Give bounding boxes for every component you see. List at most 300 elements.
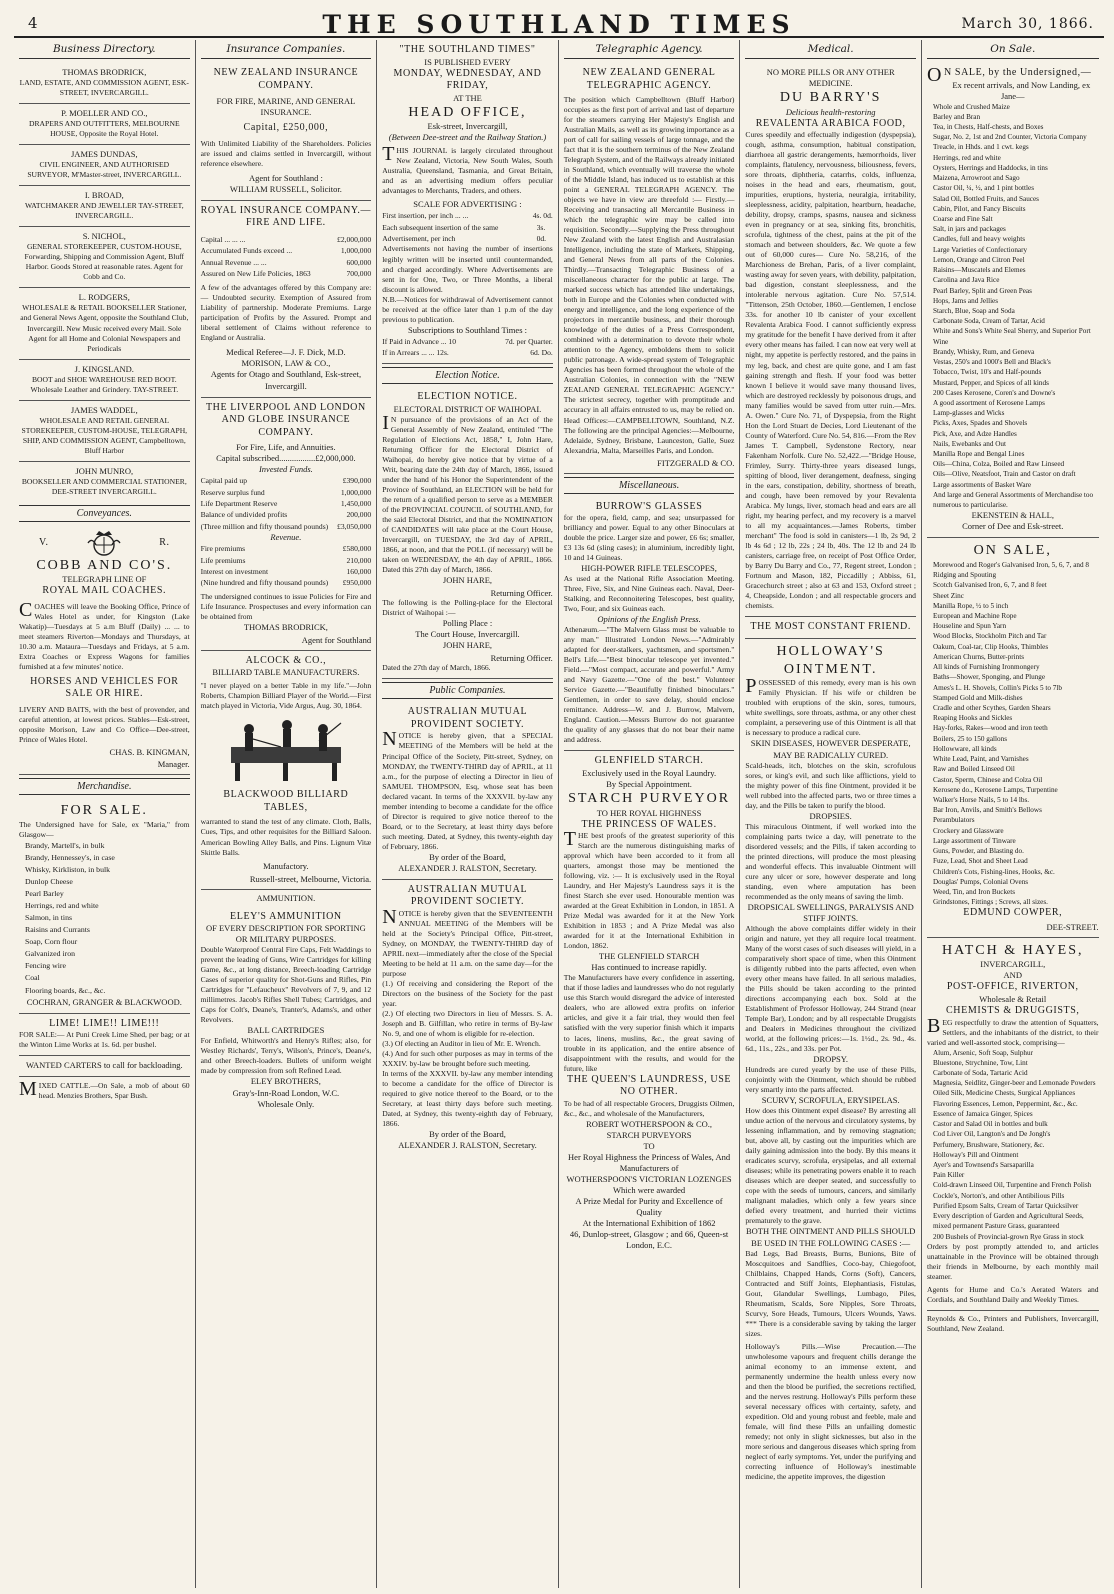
list-item: Raw and Boiled Linseed Oil (932, 765, 1015, 774)
cobb-livery: LIVERY AND BAITS, with the best of provender, and careful attention, at lowest prices. Stables—Esk-street, opposite Morison, Law and Co Office—Dee-street, Prince of Wales Hotel. (19, 704, 190, 745)
election-signature-role-2: Returning Officer. (490, 653, 553, 664)
list-item: Tea, in Chests, Half-chests, and Boxes (932, 123, 1044, 132)
list-item: Raisins and Currants (25, 925, 90, 935)
eley-ball: BALL CARTRIDGES (247, 1025, 325, 1036)
burrow-body3: Athenæum.—"The Malvern Glass must be valuable to any man." Illustrated London News.—"Admirably adapted for deer-stalkers, yachtsmen, and sportsmen." Bell's Life.—"Best binocular telescope yet invented." Field.—"Most compact, accurate and powerful." Army and Navy Gazette.—"One of the best." Volunteer Service Gazette.—"Beautifully finished binoculars." Gentlemen, in order to save delay, should enclose remittance. Address—W. and J. Burrow, Malvern, England. Caution.—Messrs Burrow do not guarantee the quality of any glasses that do not bear their name and address. (563, 625, 735, 745)
list-item: Stamped Gold and Milk-dishes (932, 693, 1023, 702)
insurance-heading: Insurance Companies. (201, 40, 372, 59)
burrow-body: for the opera, field, camp, and sea; unsurpassed for brilliancy and power. Equal to any other Binoculars at double the price. Larger size and power, £6 6s; smaller, £3 13s 6d (sling cases); in aluminium, incredibly light, 10 and 14 Guineas. (563, 513, 735, 563)
table-row (201, 487, 372, 498)
glenfield-title-2: THE GLENFIELD STARCH (598, 951, 700, 962)
holloway-scurvy: SCURVY, SCROFULA, ERYSIPELAS. (761, 1095, 900, 1106)
list-item: (2.) Of electing two Directors in lieu of Messrs. S. A. Joseph and B. Gilfillan, who retire in terms of By-law No. 9, and one of whom is eligible for re-election. (382, 1008, 553, 1038)
dubarry-sub: Delicious health-restoring (785, 106, 876, 117)
election-ad (382, 387, 553, 679)
miscellaneous-heading: Miscellaneous. (564, 477, 735, 494)
cobb-signature-role: Manager. (157, 759, 190, 770)
subscription-rates-table (382, 336, 553, 359)
eley-title: ELEY'S AMMUNITION (230, 910, 342, 922)
list-item: Fuze, Lead, Shot and Sheet Lead (932, 857, 1028, 866)
times-at: AT THE (453, 92, 482, 103)
election-signature: JOHN HARE, (442, 575, 493, 586)
table-row (201, 566, 372, 577)
list-item: Candles, full and heavy weights (932, 235, 1025, 244)
list-item: Cabin, Pilot, and Fancy Biscuits (932, 204, 1026, 213)
row-value: 7d. per Quarter. (505, 336, 553, 346)
directory-entry (19, 63, 190, 104)
election-dated: Dated the 27th day of March, 1866. (382, 663, 491, 673)
holloway-body3: This miraculous Ointment, if well worked into the complaining parts twice a day, will penetrate to the disordered vessels; and the Pills, if taken according to the printed directions, will produce the most pleasing and wonderful effects. This invaluable Ointment will cure any ulcer or sore, however desperate and long standing, even where amputation has been recommended as the only means of saving the limb. (745, 821, 916, 901)
liverpool-signature-role: Agent for Southland (301, 634, 372, 645)
row-label: Annual Revenue ... ... (200, 257, 267, 267)
page-number: 4 (28, 14, 38, 32)
list-item: And large and General Assortments of Merchandise too numerous to particularise. (932, 490, 1094, 510)
election-body2: The following is the Polling-place for the Electoral District of Waihopai :— (382, 598, 553, 618)
directory-entry-body: WHOLESALE & RETAIL BOOKSELLER Stationer, and General News Agent, opposite the Southland Club, Invercargill. New Music received every Mail. Sole Agent for all Home and Colonial Newspapers and Periodicals (20, 303, 189, 353)
carters-text: WANTED CARTERS to call for backloading. (25, 1060, 183, 1071)
liverpool-funds-table (201, 475, 372, 532)
holloway-ad (745, 639, 916, 1487)
glenfield-royal: Her Royal Highness the Princess of Wales, And Manufacturers of (568, 1151, 731, 1173)
glenfield-awarded: Which were awarded (612, 1184, 686, 1195)
liverpool-sub: For Fire, Life, and Annuities. (236, 442, 336, 453)
holloway-dropsies: DROPSIES. (809, 810, 852, 821)
list-item: A good assortment of Kerosene Lamps (932, 398, 1045, 407)
list-item: Galvanized iron (25, 949, 76, 959)
directory-entry (19, 145, 190, 186)
glenfield-title: GLENFIELD STARCH. (594, 755, 704, 767)
list-item: Castor, Sperm, Chinese and Colza Oil (932, 775, 1043, 784)
directory-entry-body: DRAPERS AND OUTFITTERS, MELBOURNE HOUSE, Opposite the Royal Hotel. (28, 119, 180, 139)
table-row (201, 543, 372, 554)
list-item: Holloway's Pill and Ointment (932, 1150, 1019, 1159)
list-item: Lemon, Orange and Citron Peel (932, 255, 1025, 264)
hatch-sub2: Wholesale & Retail (979, 993, 1047, 1004)
column-4 (559, 40, 741, 1588)
telegraphic-heading: Telegraphic Agency. (564, 40, 735, 59)
amp-special-ad (382, 702, 553, 879)
list-item: Carbonate Soda, Cream of Tartar, Acid (932, 317, 1045, 326)
list-item: Nails, Ewebanks and Out (932, 439, 1007, 448)
list-item: Ames's L. H. Shovels, Collin's Picks 5 to 7lb (932, 683, 1062, 692)
list-item: Kerosene do., Kerosene Lamps, Turpentine (932, 785, 1058, 794)
newspaper-title: THE SOUTHLAND TIMES (322, 10, 796, 39)
glenfield-to-2: TO (643, 1140, 655, 1151)
eley-wholesale: Wholesale Only. (257, 1098, 315, 1109)
list-item: Castor Oil, ¼, ½, and 1 pint bottles (932, 184, 1034, 193)
eskenstein-title: ON SALE, by the Undersigned,— (926, 64, 1092, 86)
list-item: Purified Epsom Salts, Cream of Tartar Quicksilver (932, 1201, 1079, 1210)
row-label: If Paid in Advance ... 10 (382, 336, 457, 346)
directory-entry-body: GENERAL STOREKEEPER, CUSTOM-HOUSE, Forwarding, Shipping and Commission Agent, Bluff Harbor. Goods Stored at reasonable rates. Agent for Cobb and Co. (24, 242, 185, 282)
crest-letter-r: R. (159, 536, 170, 548)
list-item: Picks, Axes, Spades and Shovels (932, 419, 1028, 428)
list-item: 200 Bushels of Provincial-grown Rye Grass in stock (932, 1232, 1084, 1241)
list-item: Pearl Barley, Split and Green Peas (932, 286, 1032, 295)
cobb-ad (19, 525, 190, 775)
list-item: Cold-drawn Linseed Oil, Turpentine and French Polish (932, 1181, 1092, 1190)
list-item: Oiled Silk, Medicine Chests, Surgical Appliances (932, 1089, 1076, 1098)
forsale-signature: COCHRAN, GRANGER & BLACKWOOD. (26, 996, 182, 1007)
dubarry-body: Cures speedily and effectually indigestion (dyspepsia), cough, asthma, consumption, habitual constipation, diarrhoea all gastric derangements, hæmorrhoids, liver complaints, flatulency, nervousness, biliousness, fevers, sore throats, diphtheria, catarrhs, colds, influenza, noises in the head and ears, rheumatism, gout, impurities, eruptions, hysteria, neuralgia, irritability, sleeplessness, acidity, palpitation, heartburn, headache, debility, dropsy, cramps, spasms, nausea and sickness even in pregnancy or at sea, sinking fits, bronchitis, scrofula, tightness of the chest, pains at the pit of the stomach and between shoulders, &c. We quote a few out of 60,000 cures— Cure No. 58,216, of the Marchioness de Brehan, Paris, of a liver complaint, wasting away for seven years, with debility, palpitation, bad digestion, constant sleeplessness, and the intolerable nervous agitation. Cure No. 57,514. "Tittenson, 25th October, 1860.—Gentlemen, I enclose 33s. for another 10 lb canister of your excellent Revalenta Arabica Food. I cannot sufficiently express my gratitude for the benefit I have derived from it after every other means has failed. I can now eat very well at night, my appetite is perfectly restored, and the pains in my leg, back, and chest are quite gone, and I am fast gaining strength and flesh. If your food was better known I believe it would save many thousand lives, which are destroyed recklessly by poisonous drugs, and many families would be saved from utter ruin.—Mrs. A. Owen." Cure No. 71, of Dyspepsia, from the Right Hon the Lord Stuart de Decies, Lord Lieutenant of the County of Waterford. Cure No. 54, 816.—From the Rev James T. Campbell, Sydenstone Rectory, near Fakenham Norfolk. Cure No. 52,422.—"Bridge House, Frimley, Surry. Thirty-three years diseased lungs, spitting of blood, liver derangement, deafness, singing in the ears, constipation, debility, shortness of breath, and cough, have been removed by your Revalenta Arabica. My lungs, liver, stomach head and ears are all right, my hearing perfect, and my recovery is a marvel to all my acquaintances.—James Roberts, timber merchant" The food is sold in canisters—1 lb, 2s 9d, 2 lb 4s 6d ; 12 lb, 22s ; 24 lb, 40s. The 12 lb and 24 lb canisters, carriage free, on receipt of Post Office Order, by Barry Du Barry and Co., 77, Regent street, London ; Fortnum and Mason, 182, Piccadilly ; Abbiss, 61, Gracechurch street ; also at 63 and 153, Oxford street ; 4, Cheapside, London ; and all respectable grocers and chemists. (745, 130, 916, 610)
row-value: 1,000,000 (340, 246, 372, 256)
list-item: Mustard, Pepper, and Spices of all kinds (932, 378, 1049, 387)
election-signature-role: Returning Officer. (490, 588, 553, 599)
list-item: Sugar, No. 2, 1st and 2nd Counter, Victoria Company (932, 133, 1087, 142)
list-item: Sheet Zinc (932, 591, 964, 600)
row-value: 6d. Do. (530, 348, 553, 358)
lime-ad (19, 1014, 190, 1057)
list-item: Morewood and Roger's Galvanised Iron, 5, 6, 7, and 8 (932, 560, 1089, 569)
list-item: Salmon, in tins (25, 913, 73, 923)
list-item: Large Varieties of Confectionary (932, 245, 1028, 254)
list-item: All kinds of Furnishing Ironmongery (932, 663, 1040, 672)
row-label: Accumulated Funds exceed ... (200, 246, 293, 256)
hatch-sub: INVERCARGILL, (980, 959, 1046, 970)
amp1-by: By order of the Board, (429, 851, 506, 862)
row-label: (Nine hundred and fifty thousand pounds) (200, 578, 329, 588)
holloway-title: HOLLOWAY'S OINTMENT. (776, 644, 885, 677)
election-sub: ELECTORAL DISTRICT OF WAIHOPAI. (393, 403, 542, 414)
times-days: MONDAY, WEDNESDAY, AND FRIDAY, (393, 67, 542, 92)
dubarry-title: DU BARRY'S (779, 90, 882, 106)
directory-entry-name: J. KINGSLAND. (74, 363, 134, 374)
row-value: 1,450,000 (340, 499, 372, 508)
directory-entry (19, 227, 190, 288)
list-item: European and Machine Rope (932, 612, 1017, 621)
on-sale-heading: On Sale. (927, 40, 1099, 59)
glenfield-princess: THE PRINCESS OF WALES. (581, 818, 717, 830)
row-value: £580,000 (342, 544, 372, 554)
list-item: Ridging and Spouting (932, 571, 997, 580)
list-item: Perambulators (932, 816, 975, 825)
row-label: Life premiums (200, 555, 246, 565)
directory-entry (19, 288, 190, 359)
glenfield-special: By Special Appointment. (606, 779, 692, 790)
list-item: Alum, Arsenic, Soft Soap, Sulphur (932, 1048, 1033, 1057)
table-row (201, 234, 372, 245)
glenfield-robert: ROBERT WOTHERSPOON & CO., (586, 1118, 713, 1129)
amp2-body: NOTICE is hereby given that the SEVENTEENTH ANNUAL MEETING of the Members will be held at the Society's Principal Office, Pitt-street, Sydney, on MONDAY, the TWENTY-THIRD day of APRIL next—immediately after the close of the Special Meeting to be held at 11 a.m. on the same day—for the purpose (382, 905, 553, 978)
row-label: Assured on New Life Policies, 1863 (200, 268, 311, 278)
glenfield-ad (564, 751, 735, 1256)
list-item: Grindstones, Fittings ; Screws, all sizes. (932, 898, 1048, 907)
list-item: Pain Killer (932, 1171, 965, 1180)
liverpool-body: The undersigned continues to issue Policies for Fire and Life Insurance. Prospectuses and every information can be obtained from (200, 591, 372, 621)
column-6 (922, 40, 1104, 1588)
merchandise-heading: Merchandise. (19, 778, 190, 795)
glenfield-to: TO HER ROYAL HIGHNESS (596, 807, 702, 818)
list-item: Crockery and Glassware (932, 826, 1004, 835)
list-item: Brandy, Whisky, Rum, and Geneva (932, 347, 1035, 356)
list-item: Coarse and Fine Salt (932, 215, 993, 223)
forsale-ad (19, 798, 190, 1014)
glenfield-sub: Exclusively used in the Royal Laundry. (582, 767, 717, 778)
table-row (201, 268, 372, 279)
conveyances-heading: Conveyances. (19, 505, 190, 522)
glenfield-medal: A Prize Medal for Purity and Excellence of Quality (575, 1195, 723, 1217)
cowper-title: ON SALE, (973, 543, 1052, 559)
row-value: 700,000 (346, 268, 372, 278)
table-row (201, 498, 372, 509)
column-1 (14, 40, 196, 1588)
table-row (201, 257, 372, 268)
list-item: Pick, Axe, and Adze Handles (932, 429, 1017, 438)
list-item: Maizena, Arrowroot and Sago (932, 174, 1020, 183)
holloway-body6: How does this Ointment expel disease? By arresting all undue action of the nervous and circulatory systems, by lessening inflammation, and by removing stagnation; but, above all, by casting out the impurities which are daily gaining admission into the body. By this means it eradicates scurvy, scrofula, erysipelas, and all external diseases; while its penetrating powers enable it to reach diseases which are deeper seated, and successfully to cope with the seeds of tumours, cancers, and similarly malignant maladies, which only a few years since defied every treatment, and hurried their victims prematurely to the grave. (745, 1106, 916, 1226)
list-item: Bluestone, Strychnine, Tow, Lint (932, 1058, 1028, 1067)
list-item: Walker's Horse Nails, 5 to 14 lbs. (932, 795, 1030, 804)
list-item: White Lead, Paint, and Varnishes (932, 755, 1029, 764)
royal-signature-role: Agents for Otago and Southland, Esk-street, Invercargill. (210, 369, 362, 391)
holloway-both: BOTH THE OINTMENT AND PILLS SHOULD BE USED IN THE FOLLOWING CASES :— (745, 1226, 916, 1248)
times-nb: N.B.—Notices for withdrawal of Advertisement cannot be received at the office later than 1 p.m of the day previous to publication. (382, 294, 553, 324)
ammunition-heading: AMMUNITION. (256, 892, 316, 903)
glenfield-body3: To be had of all respectable Grocers, Druggists Oilmen, &c., &c., and wholesale of the Manufacturers, (563, 1098, 735, 1118)
list-item: Coal (25, 973, 40, 983)
list-item: Manilla Rope, ½ to 5 inch (932, 601, 1009, 610)
row-label: First insertion, per inch ... ... (382, 211, 469, 221)
amp2-agenda-list (382, 979, 553, 1069)
telegraph-signature: FITZGERALD & CO. (657, 457, 735, 468)
forsale-intro: The Undersigned have for Sale, ex "Maria," from Glasgow— (19, 819, 190, 839)
directory-entry-name: THOMAS BRODRICK, (62, 67, 147, 77)
directory-entry-body: CIVIL ENGINEER, AND AUTHORISED SURVEYOR, M'Master-street, INVERCARGILL. (27, 160, 182, 180)
times-ad (382, 40, 553, 364)
cobb-signature: CHAS. B. KINGMAN, (109, 747, 190, 758)
holloway-body: POSSESSED of this remedy, every man is his own Family Physician. If his wife or children be troubled with eruptions of the skin, sores, tumours, white swellings, sore throats, asthma, or any other chest complaint, a persevering use of this Ointment is all that is necessary to produce a radical cure. (745, 675, 916, 738)
list-item: Whisky, Kirkliston, in bulk (25, 864, 111, 874)
amp2-title: AUSTRALIAN MUTUAL PROVIDENT SOCIETY. (407, 883, 528, 908)
polling-place: The Court House, Invercargill. (415, 629, 520, 640)
alcock-tables: BLACKWOOD BILLIARD TABLES, (223, 789, 349, 813)
holloway-skin: SKIN DISEASES, HOWEVER DESPERATE, MAY BE RADICALLY CURED. (750, 738, 911, 760)
list-item: Salad Oil, Bottled Fruits, and Sauces (932, 194, 1039, 203)
row-label: If in Arrears ... ... 12s. (382, 348, 449, 358)
glenfield-expo: At the International Exhibition of 1862 (582, 1218, 716, 1229)
row-label: Capital ... ... ... (200, 234, 246, 244)
list-item: American Churns, Butter-prints (932, 652, 1025, 661)
table-row (382, 222, 553, 245)
eley-body: Double Waterproof Central Fire Caps, Felt Waddings to prevent the leading of Guns, Wire Cartridges for killing Game, &c., at long distance, Breech-loading Cartridge Cases of superior quality for Shot-Guns and Rifles, Pin Cartridges for "Lefaucheux" Revolvers of 7, 9, and 12 millimetres. Jacob's Rifles Shell Tubes; Cartridges, and Caps for Colt's, Deane's, Tranter's, Adams's, and other Revolvers. (200, 945, 372, 1025)
list-item: Barley and Bran (932, 112, 981, 121)
cowper-ad (927, 538, 1099, 937)
directory-entry-name: L. RODGERS, (78, 292, 130, 303)
glenfield-purveyors: STARCH PURVEYORS (606, 1129, 692, 1140)
list-item: Every description of Garden and Agricultural Seeds, mixed permanent Pasture Grass, guaranteed (932, 1212, 1084, 1231)
list-item: Bar Iron, Anvils, and Smith's Bellows (932, 806, 1042, 815)
directory-entry (19, 186, 190, 227)
list-item: Carbonate of Soda, Tartaric Acid (932, 1069, 1028, 1077)
list-item: Weed, Tin, and Iron Buckets (932, 887, 1016, 896)
times-sub: IS PUBLISHED EVERY (424, 56, 511, 67)
list-item: Fencing wire (25, 961, 66, 971)
hatch-chem: CHEMISTS & DRUGGISTS, (946, 1005, 1080, 1017)
list-item: (3.) Of electing an Auditor in lieu of Mr. E. Wrench. (382, 1038, 541, 1048)
masthead (14, 8, 1104, 38)
times-scale: SCALE FOR ADVERTISING : (413, 199, 522, 210)
dubarry-food: REVALENTA ARABICA FOOD, (755, 117, 906, 129)
list-item: Perfumery, Brushware, Stationery, &c. (932, 1140, 1045, 1149)
times-between: (Between Dee-street and the Railway Station.) (388, 132, 547, 143)
table-row (382, 336, 553, 347)
liverpool-ad (201, 398, 372, 651)
table-row (201, 555, 372, 566)
eley-ad (201, 907, 372, 1115)
directory-entry-body: WATCHMAKER AND JEWELLER TAY-STREET, INVERCARGILL. (24, 201, 184, 221)
lime-title: LIME! LIME!! LIME!!! (49, 1017, 160, 1029)
holloway-body2: Scald-heads, itch, blotches on the skin, scrofulous sores, or king's evil, and such like afflictions, yield to the mighty power of this fine Ointment, provided it be well rubbed into the affected parts, two or three times a day, and the Pills be taken to purify the blood. (745, 760, 916, 810)
hatch-body2: Orders by post promptly attended to, and articles unattainable in the Province will be obtained through their friends in Melbourne, by each monthly mail steamer. (926, 1241, 1099, 1281)
royal-capital-table (201, 234, 372, 280)
eley-sub: OF EVERY DESCRIPTION FOR SPORTING OR MILITARY PURPOSES. (206, 923, 366, 945)
list-item: Herrings, red and white (932, 153, 1001, 162)
row-label: Capital paid up (200, 476, 247, 486)
eley-address: Gray's-Inn-Road London, W.C. (232, 1087, 340, 1098)
hatch-title: HATCH & HAYES, (942, 942, 1084, 958)
directory-entry (19, 401, 190, 462)
dubarry-ad (745, 63, 916, 617)
telegraph-body: The position which Campbelltown (Bluff Harbor) occupies as the first port of arrival and last of departure for the steamers carrying Her Majesty's English and Australian Mails, as well as its growing importance as a port of call for sailing vessels of large tonnage, and the fact that it is the southern terminus of the New Zealand Telegraph System, and of the Railways already initiated in Southland, which eventually will traverse the whole of the Middle Island, has induced us to establish at this point a GENERAL TELEGRAPH AGENCY. The objects we have in view are threefold :— Firstly.—Receiving and transacting all Mercantile Business in which the telegraphic wire may be called into requisition. Secondly.—Supplying the Press throughout New Zealand with the latest English and Australasian Intelligence, including the state of Markets, Shipping, and General News from all parts of the Colonies. Thirdly.—Transacting Telegraphic Business of a miscellaneous character for the public at large. The marked success which has attended like undertakings, both in Europe and the Colonies when conducted with energy and intelligence, and the long experience of the projectors in mercantile business, and their thorough knowledge of the duties of a Press Correspondent, combined with a determination to devote their whole attention to the Agency, emboldens them to solicit public patronage. A wide-spread system of Telegraphic Agencies has been formed throughout the whole of the Australian Colonies, in connection with the "NEW ZEALAND GENERAL TELEGRAPHIC AGENCY." The strictest secrecy, together with promptitude and accuracy in all affairs entrusted to us, may be relied on. Head Offices:—CAMPBELLTOWN, Southland, N.Z. The following are the principal Agencies:—Melbourne, Adelaide, Sydney, Brisbane, Launceston, Galle, Suez Alexandria, Malta, Marseilles Paris, and London. (563, 95, 735, 455)
table-row (201, 521, 372, 532)
election-signature-2: JOHN HARE, (442, 640, 493, 651)
cobb-sub1: TELEGRAPH LINE OF (62, 574, 147, 585)
holloway-dropsical: DROPSICAL SWELLINGS, PARALYSIS AND STIFF JOINTS. (747, 901, 914, 923)
glenfield-queens: THE QUEEN'S LAUNDRESS, USE NO OTHER. (567, 1073, 732, 1098)
list-item: Magnesia, Seidlitz, Ginger-beer and Lemonade Powders (932, 1079, 1096, 1088)
table-row (382, 210, 553, 221)
list-item: Vestas, 250's and 1000's Bell and Black's (932, 358, 1051, 367)
holloway-body5: Hundreds are cured yearly by the use of these Pills, conjointly with the Ointment, which should be rubbed very smartly into the parts affected. (745, 1065, 916, 1095)
list-item: 200 Cases Kerosene, Coren's and Downe's (932, 388, 1056, 397)
list-item: Hollowware, all kinds (932, 744, 997, 753)
directory-entry-name: S. NICHOL, (82, 231, 126, 242)
list-item: Guns, Powder, and Blasting do. (932, 847, 1024, 856)
times-subs: Subscriptions to Southland Times : (407, 324, 527, 335)
list-item: Large assortment of Tinware (932, 836, 1016, 845)
hatch-items (927, 1048, 1099, 1242)
list-item: Soap, Corn flour (25, 937, 78, 947)
crest-letter-v: V. (39, 536, 49, 548)
billiard-table-illustration (211, 715, 361, 785)
nz-body: With Unlimited Liability of the Shareholders. Policies are issued and claims settled in Invercargill, without reference elsewhere. (200, 138, 372, 168)
eley-body2: For Enfield, Whitworth's and Henry's Rifles; also, for Westley Richards', Terry's, Wilson's, Prince's, Deane's, and other Breech-loaders. Bullets of uniform weight made by compression from soft Refined Lead. (200, 1036, 372, 1076)
eskenstein-intro: Ex recent arrivals, and Now Landing, ex Jane— (952, 79, 1091, 101)
liverpool-signature: THOMAS BRODRICK, (243, 621, 328, 632)
times-address: Esk-street, Invercargill, (427, 121, 508, 132)
row-label: (Three million and fifty thousand pounds) (200, 521, 329, 531)
liverpool-capital: Capital subscribed.................£2,000,000. (216, 453, 356, 464)
columns (14, 40, 1104, 1588)
eskenstein-signature: EKENSTEIN & HALL, (971, 510, 1054, 521)
times-body2: Advertisements not having the number of insertions legibly written will be inserted until countermanded, and charged accordingly. Where Advertisements are sent in for One, Two, or Three Months, a liberal discount is allowed. (382, 244, 553, 294)
amp2-body2: In terms of the XXXVII. by-law any member intending to become a candidate for the office of Director is required to give notice thereof to the Board, or to the Secretary, at least thirty days before such meeting. Dated, at Sydney, this twenty-eighth day of February, 1866. (382, 1069, 553, 1129)
directory-entry-body: LAND, ESTATE, AND COMMISSION AGENT, ESK-STREET, INVERCARGILL. (19, 78, 189, 98)
alcock-factory: Manufactory. (263, 860, 309, 871)
list-item: Oils—China, Colza, Boiled and Raw Linseed (932, 460, 1065, 469)
amp1-body: NOTICE is hereby given, that a SPECIAL MEETING of the Members will be held at the Principal Office of the Society, Pitt-street, Sydney, on MONDAY, the TWENTY-THIRD day of APRIL, at 11 a.m., for the purpose of electing a Director in lieu of SAMUEL THOMPSON, Esq, whose seat has been declared vacant. In terms of the XXXVII. by-law any member intending to become a candidate for the office of Director is required to give notice thereof to the Board, or to the Secretary, at least thirty days before such meeting. Dated, at Sydney, this twenty-eighth day of February, 1866. (382, 728, 553, 851)
row-value: 1,000,000 (340, 487, 372, 497)
issue-date: March 30, 1866. (961, 16, 1094, 32)
election-title: ELECTION NOTICE. (417, 391, 518, 403)
royal-title: ROYAL INSURANCE COMPANY.— FIRE AND LIFE. (200, 204, 372, 229)
holloway-pills: Holloway's Pills.—Wise Precaution.—The unwholesome vapours and frequent chills derange the animal economy to an immense extent, and permanently undermine the health unless every now and then the blood be purified, the secretions rectified, and the nerves restrung. Holloway's Pills perform these several necessary offices with certainty, safety, and expedition. Old and young robust and feeble, male and female, will find these Pills an unfailing domestic remedy; not only in slight sicknesses, but also in the more serious and dangerous diseases which spring from neglect of early symptoms. Yet, under the purifying and correcting influence of Holloway's inestimable medicine, the appetite improves, the digestion (745, 1341, 916, 1481)
list-item: Hay-forks, Rakes—wood and iron teeth (932, 724, 1048, 733)
list-item: Castor and Salad Oil in bottles and bulk (932, 1120, 1048, 1129)
funds-heading: Invested Funds. (258, 464, 313, 475)
election-body: IN pursuance of the provisions of an Act of the General Assembly of New Zealand, entituled "The Regulation of Elections Act, 1858," I, John Hare, Returning Officer for the Electoral District of Waihopai, do hereby give notice that by virtue of a Writ, bearing date the 24th day of March, 1866, issued under the hand of his Honor the Superintendent of the Province of Southland, an ELECTION will be held for the return of a qualified person to serve as a MEMBER of the PROVINCIAL COUNCIL of SOUTHLAND, for the said Electoral District, and that the NOMINATION of CANDIDATES will take place at the Court House, Invercargill, on TUESDAY, the 3rd day of APRIL, 1866, at noon, and that the POLL (if necessary) will be taken on WEDNESDAY, the 4th day of APRIL, 1866. Dated this 27th day of March, 1866. (382, 411, 553, 575)
list-item: Oakum, Coal-tar, Clip Hooks, Thimbles (932, 642, 1049, 651)
royal-crest-icon (84, 529, 124, 557)
burrow-opinions: Opinions of the English Press. (597, 614, 701, 625)
burrow-rifle: HIGH-POWER RIFLE TELESCOPES, (581, 563, 717, 574)
list-item: (4.) And for such other purposes as may in terms of the XXXIV. by-law be brought before such meeting. (382, 1048, 553, 1068)
directory-entry-name: JOHN MUNRO, (75, 465, 134, 476)
royal-referee: Medical Referee—J. F. Dick, M.D. (226, 347, 346, 358)
list-item: Wood Blocks, Stockholm Pitch and Tar (932, 632, 1047, 641)
row-value: 600,000 (346, 257, 372, 267)
royal-insurance-ad (201, 201, 372, 398)
times-body: THIS JOURNAL is largely circulated throughout New Zealand, Victoria, New South Wales, South Australia, Queensland, Tasmania, and Great Britain, and as an advertising medium offers peculiar advantages to Merchants, Traders, and others. (382, 143, 553, 196)
election-heading: Election Notice. (382, 367, 553, 384)
telegraph-ad (564, 63, 735, 474)
cobb-sub2: ROYAL MAIL COACHES. (42, 585, 167, 597)
constant-friend (745, 617, 916, 640)
glenfield-address: 46, Dunlop-street, Glasgow ; and 66, Queen-st London, E.C. (569, 1229, 729, 1251)
cowper-signature: EDMUND COWPER, (963, 907, 1063, 919)
row-value: £950,000 (342, 578, 372, 588)
row-label: Fire premiums (200, 544, 246, 554)
glenfield-body: THE best proofs of the greatest superiority of this Starch are the numerous distinguishing marks of approval which have been accorded to it from all quarters, amongst those may be mentioned the following, viz. :— It is exclusively used in the Royal Laundry, and Her Majesty's Laundress says it is the finest Starch she ever used. Honourable mention was awarded at the Great Exhibition in London, in 1851. A Prize Medal was awarded for it at the New York Exhibition in 1853 ; and A Prize Medal was also awarded for it at the International Exhibition in London, 1862. (563, 828, 735, 951)
eskenstein-items (927, 102, 1099, 511)
times-office: HEAD OFFICE, (408, 104, 527, 120)
list-item: Baths—Shower, Sponging, and Plunge (932, 673, 1046, 682)
list-item: Manilla Rope and Bengal Lines (932, 450, 1025, 459)
hatch-po: POST-OFFICE, RIVERTON, (946, 981, 1079, 993)
nz-capital: Capital, £250,000, (243, 122, 329, 134)
holloway-dropsy: DROPSY. (813, 1054, 848, 1065)
alcock-body: warranted to stand the test of any climate. Cloth, Balls, Cues, Tips, and other requisites for the Billiard Saloon. American Bowling Alley Balls, and Pins. Lignum Vitæ Skittle Balls. (200, 817, 372, 857)
cowper-items (927, 560, 1099, 907)
row-label: Life Department Reserve (200, 499, 278, 508)
list-item: Flooring boards, &c., &c. (25, 985, 106, 995)
constant-title: THE MOST CONSTANT FRIEND. (750, 620, 911, 632)
row-label: Interest on investment (200, 567, 269, 576)
directory-entry (19, 462, 190, 502)
glenfield-lozenges: WOTHERSPOON'S VICTORIAN LOZENGES (566, 1173, 732, 1184)
hatch-agents: Agents for Hume and Co.'s Aerated Waters and Cordials, and Southland Daily and Weekly Times. (926, 1284, 1099, 1304)
public-companies-heading: Public Companies. (382, 682, 553, 699)
list-item: Herrings, red and white (25, 900, 99, 910)
liverpool-title: THE LIVERPOOL AND LONDON AND GLOBE INSURANCE COMPANY. (205, 401, 366, 438)
table-row (201, 509, 372, 520)
amp1-title: AUSTRALIAN MUTUAL PROVIDENT SOCIETY. (407, 706, 528, 730)
row-value: 3s. 0d. (536, 222, 547, 244)
glenfield-purveyor: STARCH PURVEYOR (568, 791, 731, 807)
list-item: Brandy, Martell's, in bulk (25, 840, 105, 850)
list-item: Starch, Blue, Soap and Soda (932, 306, 1015, 315)
nz-title: NEW ZEALAND INSURANCE COMPANY. (213, 67, 359, 91)
list-item: Raisins—Muscatels and Elemes (932, 266, 1026, 275)
row-value: £2,000,000 (337, 234, 372, 244)
cobb-body: COACHES will leave the Booking Office, Prince of Wales Hotel as under, for Kingston (Lake Wakatip)—Tuesdays at 5 a.m Bluff (Daily) ... ... to meet steamers Riverton—Mondays and Thursdays, at 10.30 a.m. Mataura—Tuesdays and Fridays, at 5 a.m. Extra Coaches or Express Wagons for families furnished at a few minutes' notice. (19, 598, 190, 671)
row-label: Balance of undivided profits (200, 510, 288, 520)
burrow-body2: As used at the National Rifle Association Meeting. Three, Five, Six, and Nine Guineas each. Naval, Deer-Stalking, and Reconnoitering Telescopes, best quality, Two, Four, and six Guineas each. (563, 574, 735, 614)
cowper-address: DEE-STREET. (1046, 921, 1099, 932)
directory-entry-name: I. BROAD, (84, 190, 124, 201)
list-item: (1.) Of receiving and considering the Report of the Directors on the business of the Society for the past year. (382, 978, 553, 1008)
alcock-sub: BILLIARD TABLE MANUFACTURERS. (212, 667, 360, 678)
